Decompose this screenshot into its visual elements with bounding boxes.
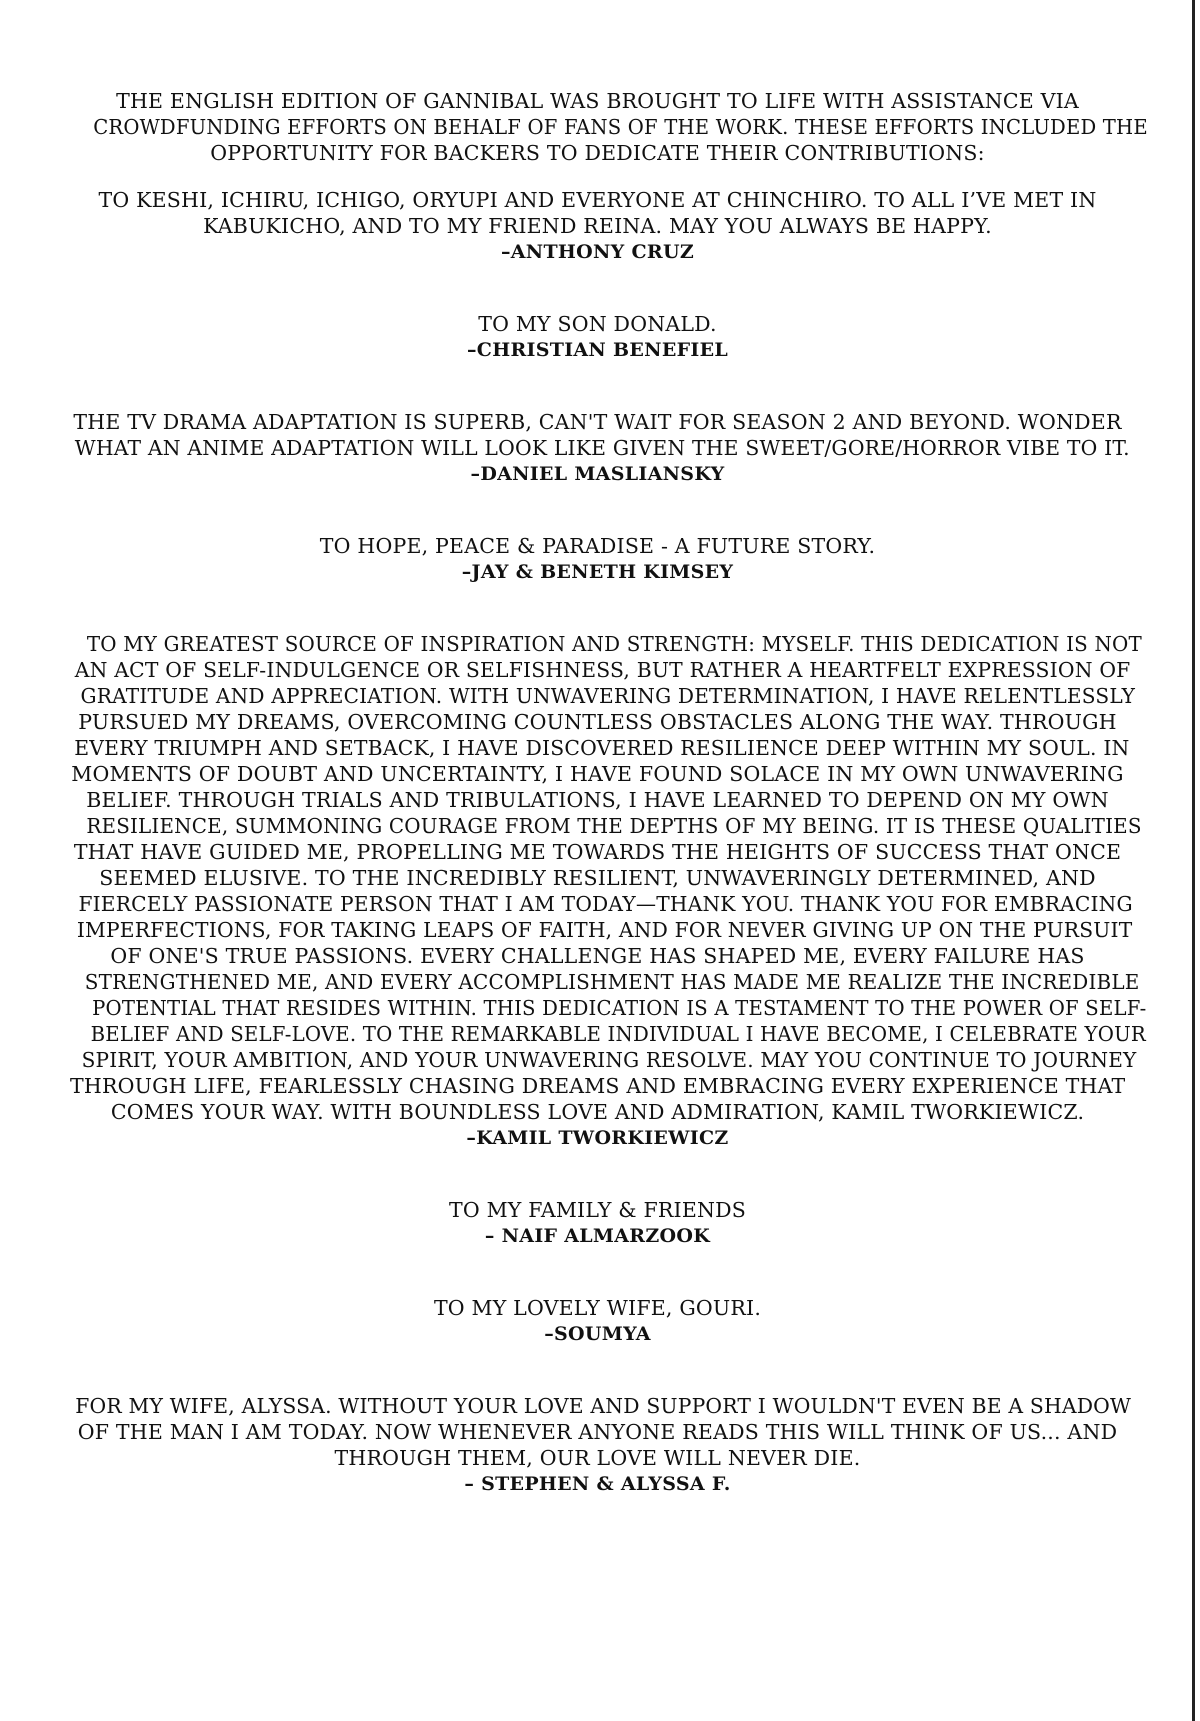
dedication-signature: –JAY & BENETH KIMSEY (461, 561, 734, 583)
dedication-line: THAT HAVE GUIDED ME, PROPELLING ME TOWARDS THE HEIGHTS OF SUCCESS THAT ONCE (73, 840, 1122, 864)
dedication-line: RESILIENCE, SUMMONING COURAGE FROM THE DEPTHS OF MY BEING. IT IS THESE QUALITIES (86, 814, 1142, 838)
dedication-jay-beneth-kimsey (70, 533, 1125, 585)
dedication-line: OF ONE'S TRUE PASSIONS. EVERY CHALLENGE HAS SHAPED ME, EVERY FAILURE HAS (110, 944, 1085, 968)
dedication-christian-benefiel (70, 311, 1125, 363)
intro-line: THE ENGLISH EDITION OF GANNIBAL WAS BROUGHT TO LIFE WITH ASSISTANCE VIA (116, 89, 1079, 113)
dedication-line: BELIEF. THROUGH TRIALS AND TRIBULATIONS, I HAVE LEARNED TO DEPEND ON MY OWN (86, 788, 1109, 812)
dedication-line: EVERY TRIUMPH AND SETBACK, I HAVE DISCOVERED RESILIENCE DEEP WITHIN MY SOUL. IN (74, 736, 1130, 760)
dedication-line: SPIRIT, YOUR AMBITION, AND YOUR UNWAVERING RESOLVE. MAY YOU CONTINUE TO JOURNEY (81, 1048, 1137, 1072)
dedication-line: WHAT AN ANIME ADAPTATION WILL LOOK LIKE GIVEN THE SWEET/GORE/HORROR VIBE TO IT. (74, 436, 1130, 460)
dedication-signature: – STEPHEN & ALYSSA F. (464, 1473, 731, 1495)
dedication-line: POTENTIAL THAT RESIDES WITHIN. THIS DEDICATION IS A TESTAMENT TO THE POWER OF SELF- (92, 996, 1147, 1020)
dedication-line: THROUGH THEM, OUR LOVE WILL NEVER DIE. (334, 1446, 861, 1470)
dedication-line: OF THE MAN I AM TODAY. NOW WHENEVER ANYONE READS THIS WILL THINK OF US... AND (77, 1420, 1118, 1444)
dedication-signature: –ANTHONY CRUZ (500, 241, 695, 263)
dedication-line: SEEMED ELUSIVE. TO THE INCREDIBLY RESILIENT, UNWAVERINGLY DETERMINED, AND (99, 866, 1096, 890)
intro-line: OPPORTUNITY FOR BACKERS TO DEDICATE THEIR CONTRIBUTIONS: (210, 141, 985, 165)
intro-paragraph (70, 88, 1148, 166)
dedication-line: IMPERFECTIONS, FOR TAKING LEAPS OF FAITH, AND FOR NEVER GIVING UP ON THE PURSUIT (76, 918, 1133, 942)
dedication-signature: –CHRISTIAN BENEFIEL (466, 339, 729, 361)
dedication-signature: –SOUMYA (544, 1323, 651, 1345)
dedication-soumya (70, 1295, 1125, 1347)
dedication-line: TO KESHI, ICHIRU, ICHIGO, ORYUPI AND EVERYONE AT CHINCHIRO. TO ALL I’VE MET IN (98, 188, 1097, 212)
dedication-stephen-alyssa (70, 1393, 1132, 1497)
dedication-line: TO MY LOVELY WIFE, GOURI. (433, 1296, 762, 1320)
dedication-line: PURSUED MY DREAMS, OVERCOMING COUNTLESS OBSTACLES ALONG THE WAY. THROUGH (78, 710, 1117, 734)
intro-line: CROWDFUNDING EFFORTS ON BEHALF OF FANS OF THE WORK. THESE EFFORTS INCLUDED THE (93, 115, 1148, 139)
dedication-line: AN ACT OF SELF-INDULGENCE OR SELFISHNESS, BUT RATHER A HEARTFELT EXPRESSION OF (74, 658, 1131, 682)
dedication-line: TO MY FAMILY & FRIENDS (448, 1198, 747, 1222)
dedication-line: TO HOPE, PEACE & PARADISE - A FUTURE STORY. (319, 534, 876, 558)
dedication-naif-almarzook (70, 1197, 1125, 1249)
dedications-content (70, 88, 1148, 1497)
dedication-line: STRENGTHENED ME, AND EVERY ACCOMPLISHMENT HAS MADE ME REALIZE THE INCREDIBLE (84, 970, 1140, 994)
dedication-line: MOMENTS OF DOUBT AND UNCERTAINTY, I HAVE FOUND SOLACE IN MY OWN UNWAVERING (71, 762, 1124, 786)
dedication-anthony-cruz (70, 187, 1125, 265)
dedication-line: THROUGH LIFE, FEARLESSLY CHASING DREAMS AND EMBRACING EVERY EXPERIENCE THAT (70, 1074, 1126, 1098)
dedication-signature: –DANIEL MASLIANSKY (470, 463, 725, 485)
dedication-line: COMES YOUR WAY. WITH BOUNDLESS LOVE AND ADMIRATION, KAMIL TWORKIEWICZ. (110, 1100, 1085, 1124)
dedication-daniel-masliansky (70, 409, 1130, 487)
dedication-line: TO MY GREATEST SOURCE OF INSPIRATION AND STRENGTH: MYSELF. THIS DEDICATION IS NOT (86, 632, 1142, 656)
dedication-line: BELIEF AND SELF-LOVE. TO THE REMARKABLE INDIVIDUAL I HAVE BECOME, I CELEBRATE YOUR (90, 1022, 1146, 1046)
dedication-line: FIERCELY PASSIONATE PERSON THAT I AM TODAY—THANK YOU. THANK YOU FOR EMBRACING (78, 892, 1133, 916)
dedication-kamil-tworkiewicz (70, 631, 1147, 1151)
dedication-signature: –KAMIL TWORKIEWICZ (466, 1127, 729, 1149)
dedication-line: GRATITUDE AND APPRECIATION. WITH UNWAVERING DETERMINATION, I HAVE RELENTLESSLY (80, 684, 1136, 708)
dedication-line: THE TV DRAMA ADAPTATION IS SUPERB, CAN'T WAIT FOR SEASON 2 AND BEYOND. WONDER (73, 410, 1122, 434)
dedication-line: TO MY SON DONALD. (478, 312, 717, 336)
dedication-signature: – NAIF ALMARZOOK (484, 1225, 711, 1247)
dedication-line: FOR MY WIFE, ALYSSA. WITHOUT YOUR LOVE AND SUPPORT I WOULDN'T EVEN BE A SHADOW (75, 1394, 1132, 1418)
dedication-line: KABUKICHO, AND TO MY FRIEND REINA. MAY YOU ALWAYS BE HAPPY. (203, 214, 992, 238)
